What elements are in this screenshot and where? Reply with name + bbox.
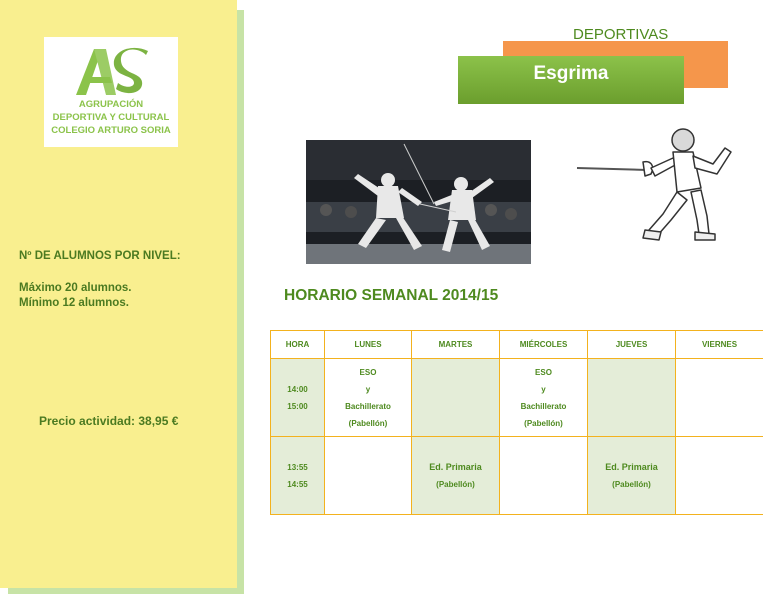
cell-jueves-row2 xyxy=(588,437,676,515)
header-hora: HORA xyxy=(271,331,325,359)
cell-jueves-row1 xyxy=(588,359,676,437)
cell-lunes-row1 xyxy=(325,359,412,437)
alumnos-heading: Nº DE ALUMNOS POR NIVEL: xyxy=(19,250,181,262)
as-monogram-logo-icon xyxy=(72,43,150,99)
fencer-illustration xyxy=(575,122,737,246)
cell-miercoles-row2 xyxy=(500,437,588,515)
sidebar xyxy=(0,0,237,588)
cell-text: ESO xyxy=(359,367,377,377)
time-end: 14:55 xyxy=(287,479,308,489)
minimo-alumnos: Mínimo 12 alumnos. xyxy=(19,297,129,309)
cell-text: Ed. Primaria xyxy=(429,461,482,472)
cell-text: (Pabellón) xyxy=(348,418,388,428)
club-logo xyxy=(44,37,178,147)
activity-title: Esgrima xyxy=(533,63,609,84)
time-start: 13:55 xyxy=(287,462,308,472)
cell-miercoles-row1 xyxy=(500,359,588,437)
header-jueves: JUEVES xyxy=(588,331,676,359)
cell-text: (Pabellón) xyxy=(524,418,563,428)
category-label: DEPORTIVAS xyxy=(573,26,669,43)
cell-text: Bachillerato xyxy=(345,401,391,411)
cell-text: (Pabellón) xyxy=(612,479,651,489)
hora-cell-row1 xyxy=(271,359,325,437)
time-end: 15:00 xyxy=(287,401,308,411)
fencing-photo xyxy=(306,140,531,264)
cell-martes-row1 xyxy=(412,359,500,437)
schedule-table xyxy=(270,330,763,515)
hora-cell-row2 xyxy=(271,437,325,515)
cell-text: ESO xyxy=(535,367,552,377)
cell-text: (Pabellón) xyxy=(436,479,475,489)
cell-viernes-row1 xyxy=(676,359,763,437)
table-row xyxy=(271,437,763,515)
cell-viernes-row2 xyxy=(676,437,763,515)
logo-line-1: AGRUPACIÓN xyxy=(78,99,144,110)
time-start: 14:00 xyxy=(287,384,308,394)
header-martes: MARTES xyxy=(412,331,500,359)
logo-line-3: COLEGIO ARTURO SORIA xyxy=(51,125,171,136)
activity-title-box xyxy=(458,56,684,104)
schedule-header-row xyxy=(271,331,763,359)
cell-lunes-row2 xyxy=(325,437,412,515)
cell-text: Ed. Primaria xyxy=(605,461,658,472)
cell-martes-row2 xyxy=(412,437,500,515)
schedule-title: HORARIO SEMANAL 2014/15 xyxy=(284,287,499,304)
header-miercoles: MIÉRCOLES xyxy=(500,331,588,359)
cell-text: Bachillerato xyxy=(520,401,567,411)
header-viernes: VIERNES xyxy=(676,331,763,359)
activity-price: Precio actividad: 38,95 € xyxy=(39,414,179,428)
cell-text: y xyxy=(541,384,546,394)
maximo-alumnos: Máximo 20 alumnos. xyxy=(19,282,132,294)
header-lunes: LUNES xyxy=(325,331,412,359)
table-row xyxy=(271,359,763,437)
cell-text: y xyxy=(365,384,371,394)
logo-line-2: DEPORTIVA Y CULTURAL xyxy=(52,112,170,123)
